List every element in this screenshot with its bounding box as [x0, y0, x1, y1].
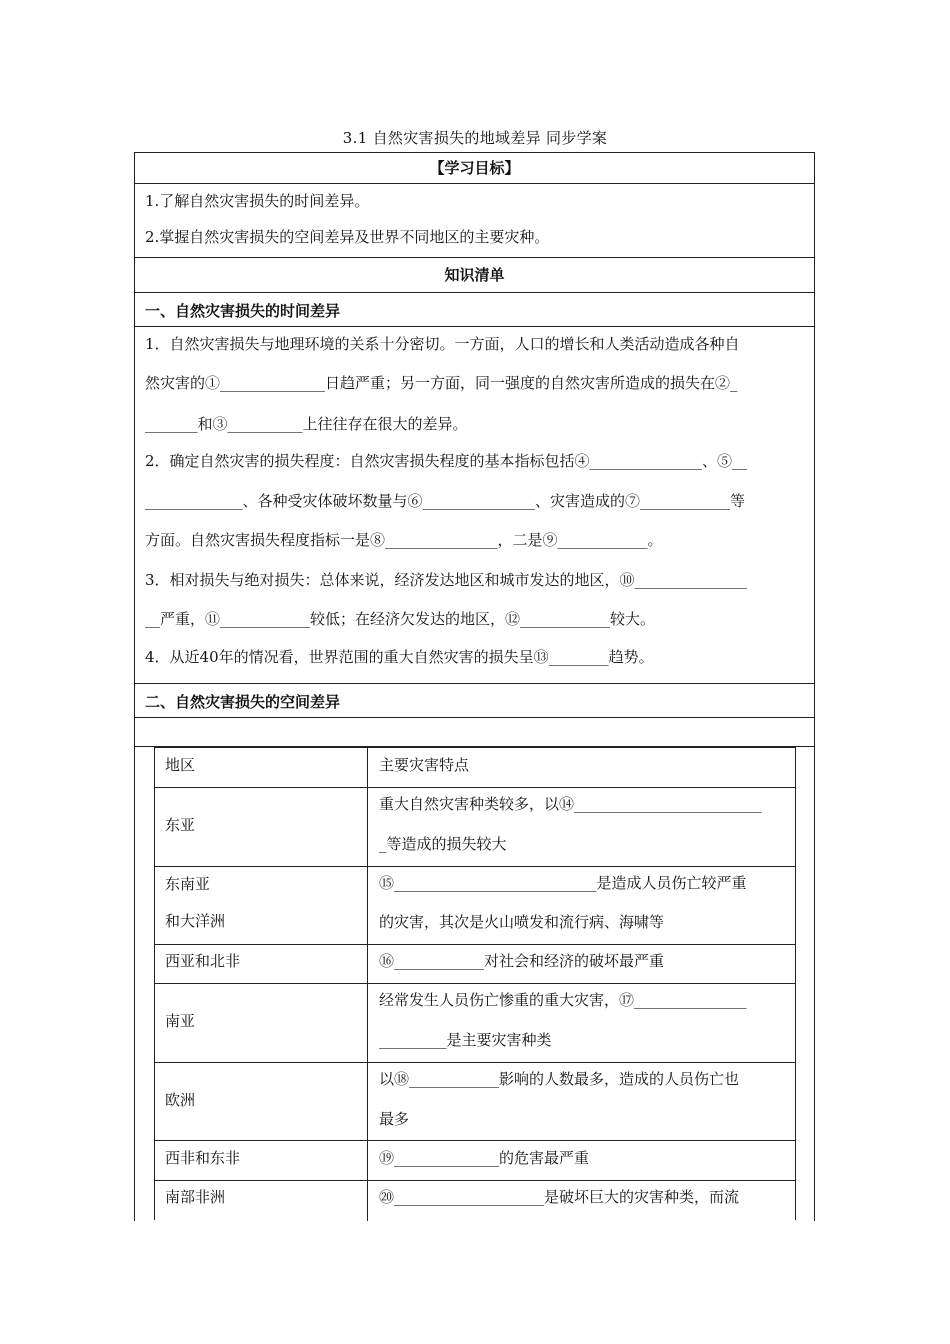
header-region: 地区 [165, 756, 196, 774]
empty-row [135, 718, 814, 747]
region-cell: 东亚 [165, 816, 196, 834]
feature-cell: _等造成的损失较大 [379, 835, 507, 853]
goals-header: 【学习目标】 [135, 153, 814, 184]
table-row [155, 1141, 795, 1181]
content-line: 然灾害的①______________日趋严重；另一方面，同一强度的自然灾害所造成的损失在②_ [145, 374, 738, 392]
region-cell: 西亚和北非 [165, 952, 241, 970]
region-cell: 东南亚 [165, 875, 211, 893]
feature-cell: ⑲______________的危害最严重 [379, 1149, 590, 1167]
section2-heading [135, 684, 814, 718]
content-line: 方面。自然灾害损失程度指标一是⑧_______________，二是⑨____________。 [145, 531, 663, 549]
content-line: 3．相对损失与绝对损失：总体来说，经济发达地区和城市发达的地区，⑩_______________ [145, 571, 748, 589]
content-line: 2．确定自然灾害的损失程度：自然灾害损失程度的基本指标包括④_______________、⑤__ [145, 452, 748, 470]
table-row [155, 788, 795, 867]
feature-cell: 以⑱____________影响的人数最多，造成的人员伤亡也 [379, 1070, 740, 1088]
table-row [155, 867, 795, 945]
region-cell: 南亚 [165, 1012, 196, 1030]
table-row [155, 1063, 795, 1141]
table-row [155, 945, 795, 984]
table-header-row [155, 748, 795, 788]
header-feature: 主要灾害特点 [379, 756, 470, 774]
page-title: 3.1 自然灾害损失的地域差异 同步学案 [342, 129, 608, 147]
content-line: _______和③__________上往往存在很大的差异。 [145, 415, 468, 433]
region-cell: 南部非洲 [165, 1188, 226, 1206]
feature-cell: ⑳____________________是破坏巨大的灾害种类，而流 [379, 1188, 740, 1206]
goal-item: 1.了解自然灾害损失的时间差异。 [145, 192, 370, 210]
section1-heading [135, 293, 814, 327]
content-line: _____________、各种受灾体破坏数量与⑥_______________、灾害造成的⑦____________等 [145, 492, 746, 510]
section2-heading-text: 二、自然灾害损失的空间差异 [145, 693, 341, 711]
section1-heading-text: 一、自然灾害损失的时间差异 [145, 302, 341, 320]
region-cell: 和大洋洲 [165, 912, 226, 930]
section1-content [135, 327, 814, 684]
table-row [155, 984, 795, 1063]
feature-cell: 经常发生人员伤亡惨重的重大灾害，⑰_______________ [379, 991, 747, 1009]
feature-cell: 最多 [379, 1110, 410, 1128]
knowledge-header: 知识清单 [135, 258, 814, 293]
feature-cell: 的灾害，其次是火山喷发和流行病、海啸等 [379, 913, 665, 931]
region-cell: 西非和东非 [165, 1149, 241, 1167]
goal-item: 2.掌握自然灾害损失的空间差异及世界不同地区的主要灾种。 [145, 228, 550, 246]
region-disaster-table [154, 747, 796, 1220]
feature-cell: _________是主要灾害种类 [379, 1031, 552, 1049]
feature-cell: 重大自然灾害种类较多，以⑭_________________________ [379, 795, 762, 813]
goals-list [135, 184, 814, 258]
table-row [155, 1181, 795, 1221]
content-line: __严重，⑪____________较低；在经济欠发达的地区，⑫____________较大。 [145, 610, 656, 628]
feature-cell: ⑮___________________________是造成人员伤亡较严重 [379, 874, 747, 892]
content-line: 1．自然灾害损失与地理环境的关系十分密切。一方面，人口的增长和人类活动造成各种自 [145, 335, 740, 353]
region-cell: 欧洲 [165, 1091, 196, 1109]
content-line: 4．从近40年的情况看，世界范围的重大自然灾害的损失呈⑬________趋势。 [145, 648, 654, 666]
feature-cell: ⑯____________对社会和经济的破坏最严重 [379, 952, 665, 970]
